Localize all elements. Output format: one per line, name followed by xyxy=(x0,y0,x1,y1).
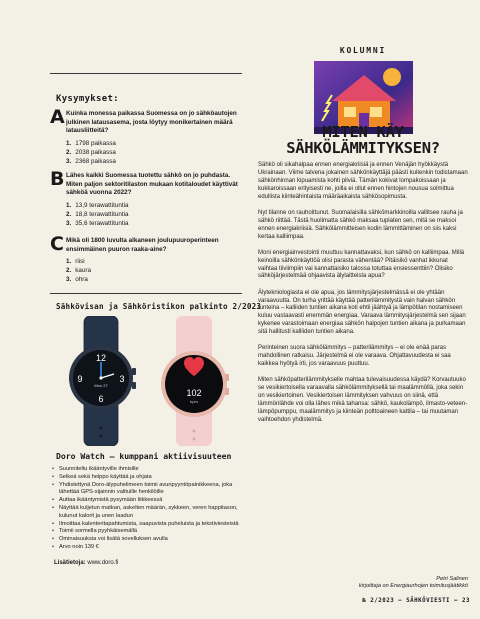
question-letter: B xyxy=(50,168,65,190)
author-signature xyxy=(258,576,468,590)
more-info xyxy=(54,560,118,566)
product-title: Doro Watch — kumppani aktiivisuuteen xyxy=(56,451,232,461)
column-title-line: MITEN KÄY xyxy=(322,123,404,141)
bpm-value: 102 xyxy=(186,388,202,398)
paragraph: Nyt tilanne on rauhoittunut. Suomalaisilla sähkömarkkinoilla vallitsee rauha ja sähkö riittää. Tästä huolimatta sähkö maksaa tuplaten sen, mitä se maksoi ennen energiakriisiä. Sähkölämmitteisen kodin lämmittäminen on siis kaksi kertaa kalliimpaa. xyxy=(258,209,463,240)
question-letter: C xyxy=(50,233,64,255)
question-c xyxy=(50,233,242,284)
question-letter: A xyxy=(50,106,65,128)
option-item: 2. 2038 paikassa xyxy=(66,148,116,156)
watch-image xyxy=(54,316,242,446)
list-item: • Toimii sormella pyyhkäisemällä xyxy=(52,528,247,536)
list-item: • Ominaisuuksia voi lisätä sovelluksen avulla xyxy=(52,536,247,544)
list-item: • Näyttää kuljetun matkan, askelten määrän, sykkeen, veren happitason, kulunut kalorit ja unen laadun xyxy=(52,505,247,521)
list-item: • Selkeä sekä helppo käyttää ja ohjata xyxy=(52,474,247,482)
column-body xyxy=(258,162,468,433)
more-info-label: Lisätietoja: xyxy=(54,560,86,566)
question-b xyxy=(50,168,242,228)
option-item: 3. 2368 paikassa xyxy=(66,157,116,165)
option-item: 1. riisi xyxy=(66,258,85,266)
paragraph: Miten sähköpatterilämmitykselle mahtaa tulevaisuudessa käydä? Korvautuuko se vesikiertoisella varaavalla sähkölämmityksellä tai maalämmöllä, joka sekin on vesikiertoinen. Vesikiertoisen lämmityksen vahvuus on siinä, että lämmönlähde voi olla lähes mikä tahansa: sähkö, kaukolämpö, ilmasto-veteen-lämpöpumppu, maalämmitys ja kiinteän polttoaineen kattila – tai muutaman vaihtoehdon yhdistelmä. xyxy=(258,377,468,423)
option-list xyxy=(66,201,242,228)
option-item: 2. 18,8 terawattituntia xyxy=(66,210,129,218)
option-item: 1. 1798 paikassa xyxy=(66,139,116,147)
list-item: • Arvo noin 139 € xyxy=(52,544,247,552)
paragraph: Perinteinen suora sähkölämmitys – patterilämmitys – ei ole enää paras mahdollinen ratkaisu. Järjestelmä ei ole varaava. Ohjattavuudesta ei saa kaikkea hyötyä irti, jos varaavuus puuttuu. xyxy=(258,345,451,368)
author-name: Petri Salinen xyxy=(436,576,468,582)
option-list xyxy=(66,257,242,284)
paragraph: Sähkö oli sikahalpaa ennen energiakriisiä ja ennen Venäjän hyökkäystä Ukrainaan. Viime talvena jokainen sähkönkäyttäjä päästi kuitenkin todistamaan sähkönhinnan kipuamista kohti pilviä. Tämän kokivat lompakoissaan ja kukkaroissaan erityisesti ne, joilla ei ollut ennen hintojen nousua solmittua edullista kiinteähintaista määräaikaista sähkösopimusta. xyxy=(258,162,468,200)
dial-12: 12 xyxy=(95,353,107,363)
feature-list xyxy=(52,466,247,552)
prize-heading: Sähkövisan ja Sähköristikon palkinto 2/2023 xyxy=(56,302,262,311)
bpm-unit: bpm xyxy=(190,399,198,404)
question-text: Lähes kaikki Suomessa tuotettu sähkö on jo puhdasta. Miten paljon sektoritilaston mukaan kotitaloudet käyttivät sähköä vuonna 2022? xyxy=(66,172,238,197)
option-item: 1. 13,9 terawattituntia xyxy=(66,201,129,209)
option-list xyxy=(66,139,242,166)
list-item: • Yhdistettynä Doro-älypuhelimeen toimii avunpyyntöpainikkeena, joka lähettää GPS-sijainnin valituille henkilöille xyxy=(52,482,247,498)
list-item: • Auttaa ikääntymistä pysymään liikkeessä xyxy=(52,497,247,505)
list-item: • Ilmoittaa kalenteritapahtumista, saapuvista puheluista ja tekstiviesteistä xyxy=(52,521,247,529)
section-label: KOLUMNI xyxy=(339,46,387,55)
question-text: Mikä oli 1800 luvulta alkaneen joulupuuroperinteen ensimmäinen puuron raaka-aine? xyxy=(66,237,219,253)
option-item: 3. ohra xyxy=(66,276,88,284)
paragraph: Älytekniologiasta ei ole apua, jos lämmitysjärjestelmässä ei ole yhtään varaavuutta. On turha yrittää käyttää patterilämmitystä vain halvan sähkön tunteina – kalliiden tuntien aikana koti ehtii jäähtyä ja lämpötilan nostamiseen kuluu vastaavasti enemmän energiaa. Varaava lämmitysjärjestelmä sen sijaan kykenee varastoimaan energiaa sähkön halpojen tuntien aikana ja purkamaan sitä hallitusti kalliiden tuntien aikana. xyxy=(258,289,466,336)
prize-divider xyxy=(50,293,242,294)
dial-3: 3 xyxy=(119,374,125,384)
option-item: 3. 35,6 terawattituntia xyxy=(66,219,129,227)
paragraph: Moni energiainvestointi muuttuu kannattavaksi, kun sähkö on kalliimpaa. Millä keinoilla sähkönkäyttöä olisi parasta vähentää? Pitäisikö vanhat ikkunat vaihtaa tiiviimpiin vai kannattaisiko talossa totuttaa ensiessenttiin? Olisiko sähköjärjestelmää ohjaavista älylaitteista apua? xyxy=(258,249,465,280)
question-text: Kuinka monessa paikassa Suomessa on jo sähköautojen julkinen latausasema, josta löytyy monikertainen määrä latausliitteitä? xyxy=(66,110,237,135)
option-item: 2. kaura xyxy=(66,267,92,275)
column-title xyxy=(258,124,468,156)
dial-date: Mon 27 xyxy=(94,383,108,388)
more-info-link[interactable]: www.doro.fi xyxy=(87,560,119,566)
author-title: kirjoittaja on Energiaurhojen toimitusjäätikkö xyxy=(358,583,468,590)
quiz-heading: Kysymykset: xyxy=(56,94,119,104)
page-footer: № 2/2023 – SÄHKÖVIESTI – 23 xyxy=(362,598,470,604)
dial-6: 6 xyxy=(98,394,104,404)
list-item: • Suunniteltu ikääntyville ihmisille xyxy=(52,466,247,474)
column-title-line: SÄHKÖLÄMMITYKSEN? xyxy=(286,139,440,157)
top-divider xyxy=(50,73,242,74)
question-a xyxy=(50,106,242,166)
dial-9: 9 xyxy=(77,374,83,384)
